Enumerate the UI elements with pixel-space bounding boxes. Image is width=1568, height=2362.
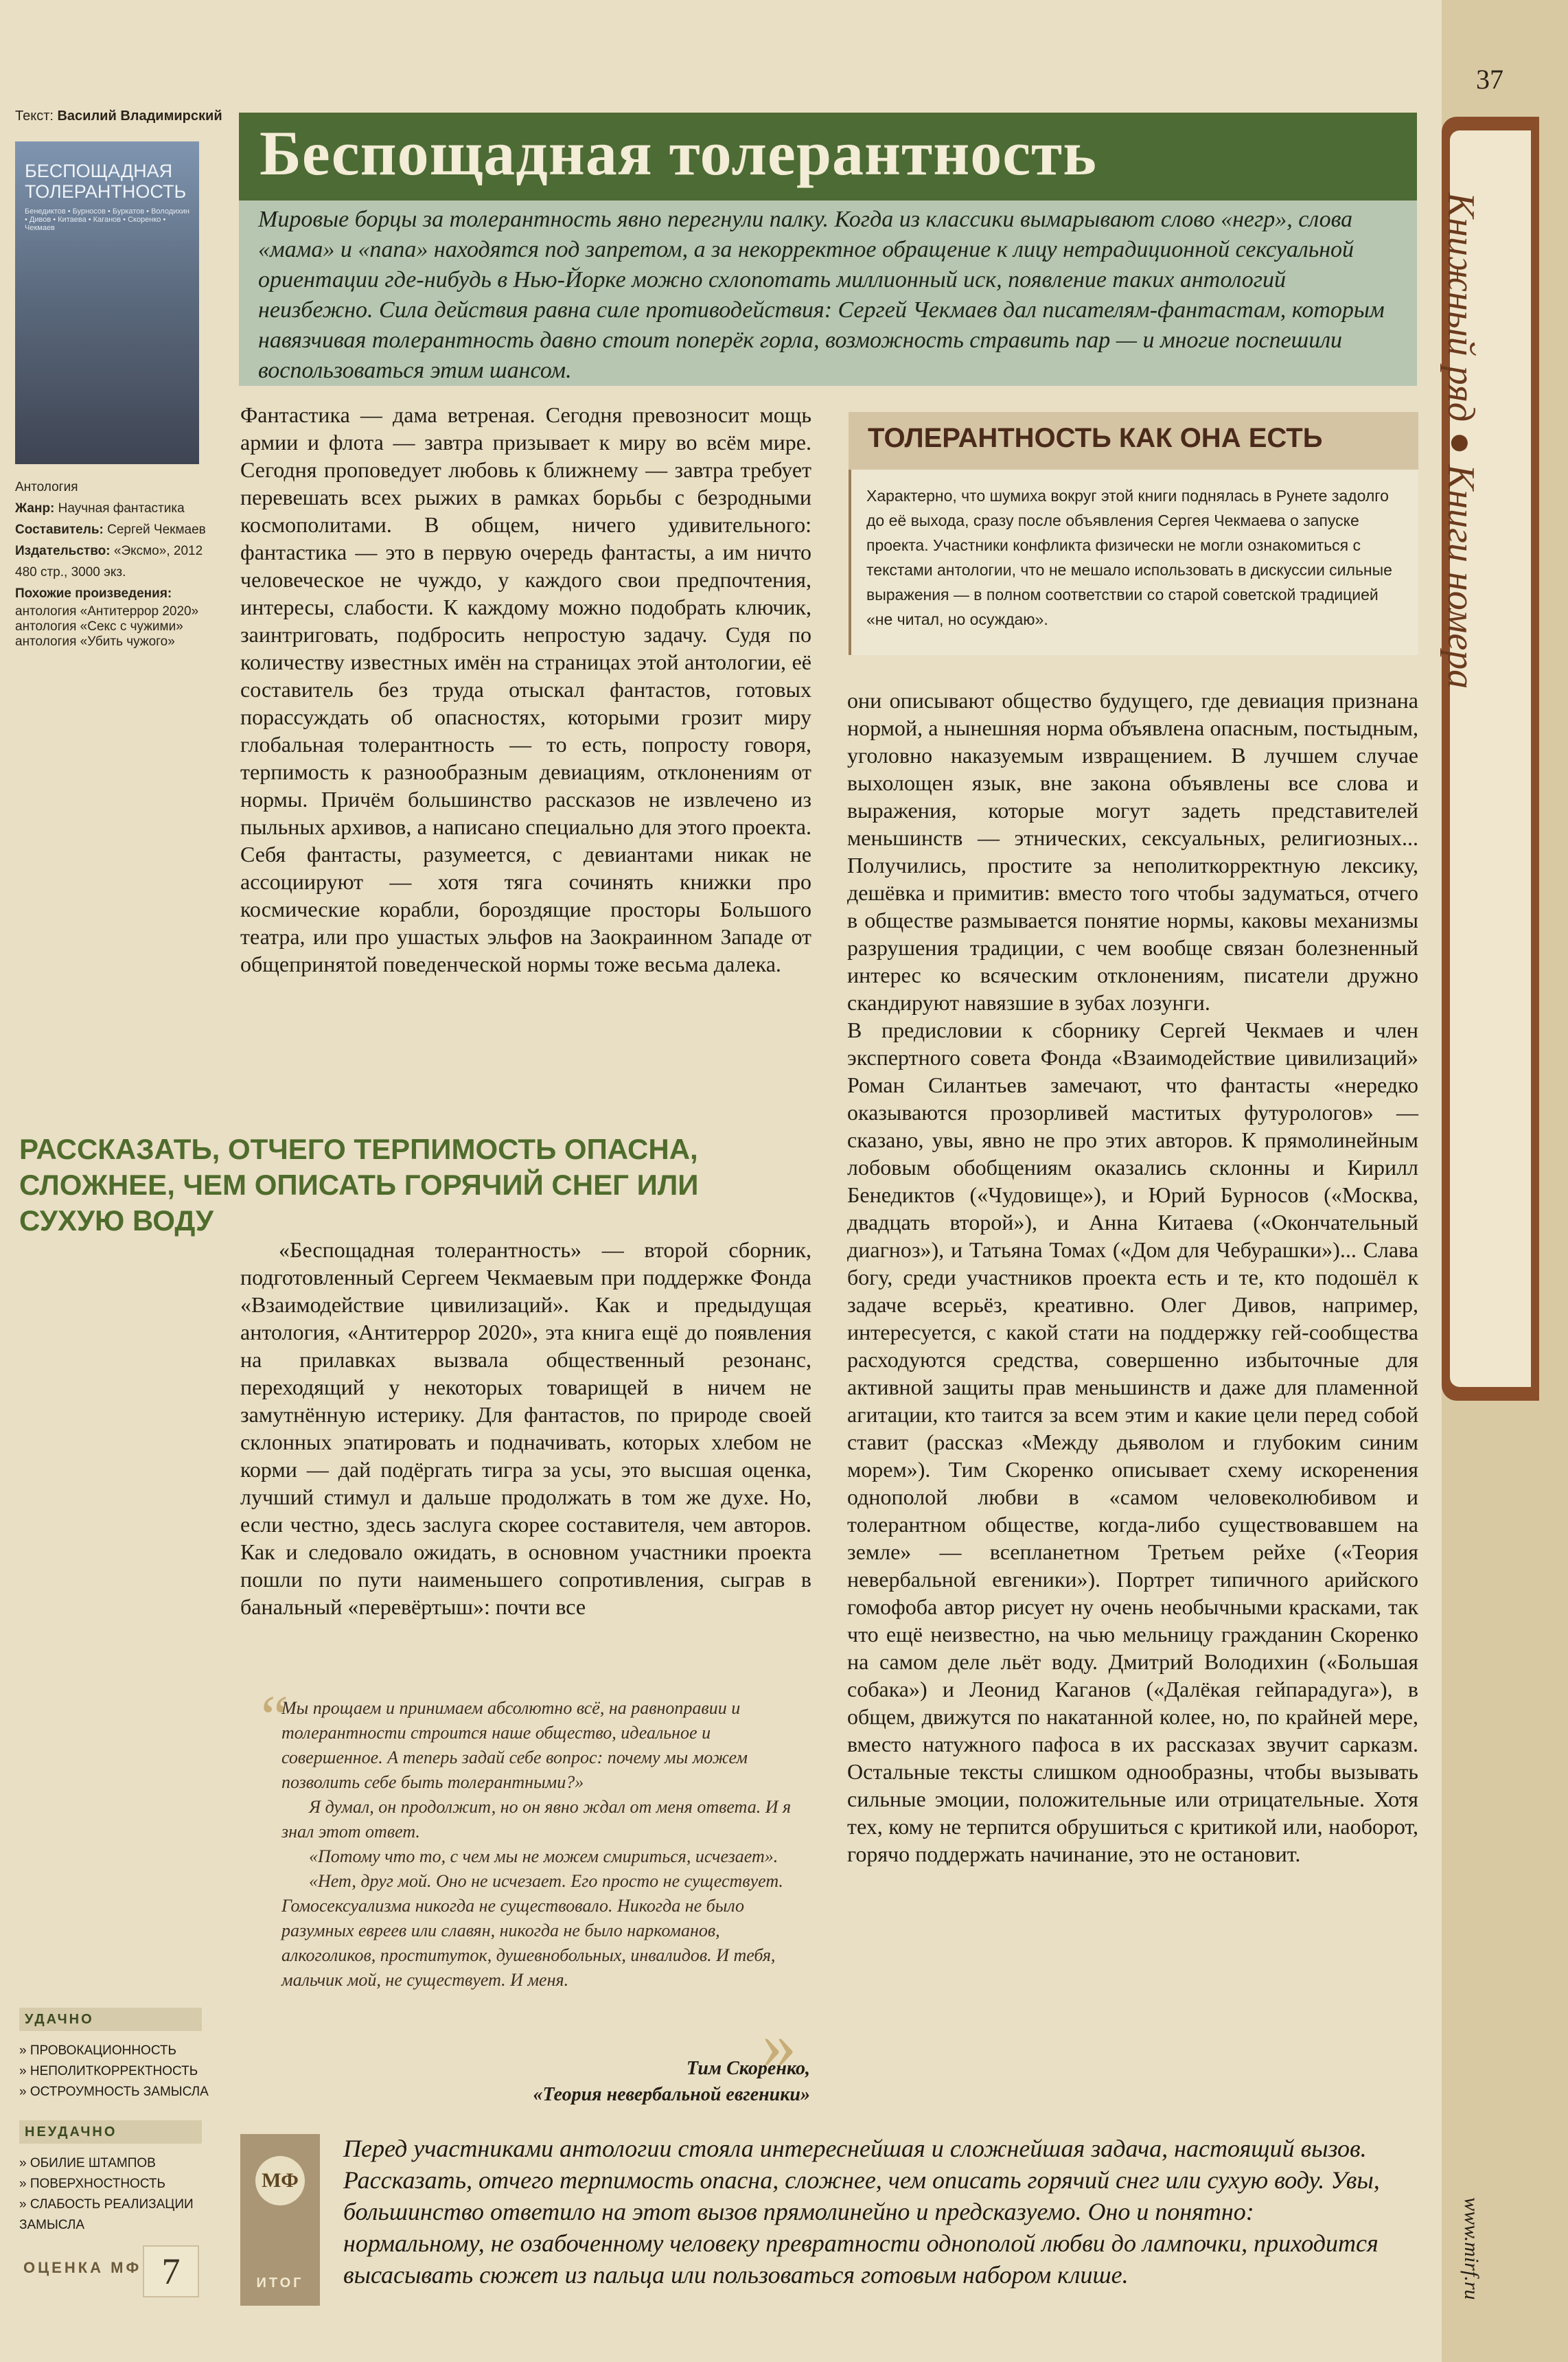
rating-bad-item: » ОБИЛИЕ ШТАМПОВ xyxy=(19,2156,156,2170)
rating-good-label: УДАЧНО xyxy=(19,2008,202,2031)
score-label: ОЦЕНКА МФ xyxy=(23,2259,142,2276)
quote-source: «Теория невербальной евгеники» xyxy=(533,2084,810,2105)
score-value: 7 xyxy=(143,2245,199,2297)
quote-open-mark: “ xyxy=(261,1684,288,1752)
quote-close-mark: » xyxy=(762,2006,796,2083)
body-paragraph-1: Фантастика — дама ветреная. Сегодня превозносит мощь армии и флота — завтра призывает к миру во всём мире. Сегодня проповедует любовь к ближнему — завтра требует перевешать всех рыжих в рамках борьбы с безродными космополитами. В общем, ничего удивительного: фантастика — это в первую очередь фантасты, а им ничто человеческое не чуждо, у каждого свои предпочтения, интересы, слабости. К каждому можно подобрать ключик, заинтриговать, подбросить непростую задачу. Судя по количеству известных имён на страницах этой антологии, её составитель без труда отыскал фантастов, готовых порассуждать об опасностях, которыми грозит миру глобальная толерантность — то есть, попросту говоря, терпимость к разнообразным девиациям, отклонениям от нормы. Причём большинство рассказов не извлечено из пыльных архивов, а написано специально для этого проекта. Себя фантасты, разумеется, с девиантами никак не ассоциируют — хотя тяга сочинять книжки про космические корабли, бороздящие просторы Большого театра, или про ушастых эльфов на Заокраинном Западе от общепринятой поведенческой нормы тоже весьма далека. xyxy=(240,402,811,976)
article-title: Беспощадная толерантность xyxy=(260,118,1097,188)
book-genre: Жанр: Научная фантастика xyxy=(15,501,185,516)
quote-line: Мы прощаем и принимаем абсолютно всё, на равноправии и толерантности строится наше общество, идеальное и совершенное. А теперь задай себе вопрос: почему мы можем позволить себе быть толерантными?» xyxy=(281,1698,748,1792)
rating-good-item: » НЕПОЛИТКОРРЕКТНОСТЬ xyxy=(19,2064,198,2078)
rating-bad-item: » СЛАБОСТЬ РЕАЛИЗАЦИИ ЗАМЫСЛА xyxy=(19,2197,194,2232)
book-pages: 480 стр., 3000 экз. xyxy=(15,565,126,580)
page-number: 37 xyxy=(1476,64,1503,95)
author-label: Текст: xyxy=(15,108,54,124)
author-credit xyxy=(15,108,222,124)
body-paragraph-3: они описывают общество будущего, где девиация признана нормой, а нынешняя норма объявлена опасным, постыдным, уголовно наказуемым извращением. В лучшем случае выхолощен язык, вне закона объявлены все слова и выражения, которые могут задеть представителей меньшинств — этнических, сексуальных, религиозных... Получились, простите за неполиткорректную лексику, дешёвка и примитив: вместо того чтобы задуматься, отчего в обществе размывается понятие нормы, каковы механизмы разрушения традиции, с чем вообще связан болезненный интерес ко всяческим отклонениям, писатели дружно скандируют навязшие в зубах лозунги. xyxy=(847,688,1418,1015)
body-paragraph-4: В предисловии к сборнику Сергей Чекмаев и член экспертного совета Фонда «Взаимодействие цивилизаций» Роман Силантьев замечают, что фантасты «нередко оказываются прозорливей маститых футурологов» — сказано, увы, явно не про этих авторов. К прямолинейным лобовым обобщениям оказались склонны и Кирилл Бенедиктов («Чудовище»), и Юрий Бурносов («Москва, двадцать второй»), и Анна Китаева («Окончательный диагноз»), и Татьяна Томах («Дом для Чебурашки»)... Слава богу, среди участников проекта есть и те, кто подошёл к задаче всерьёз, креативно. Олег Дивов, например, интересуется, с какой стати на поддержку гей-сообщества расходуются средства, совершенно избыточные для активной защиты прав меньшинств и даже для пламенной агитации, кто таится за всем этим и какие цели перед собой ставит (рассказ «Между дьяволом и глубоким синим морем»). Тим Скоренко описывает схему искоренения однополой любви в «самом человеколюбивом и толерантном обществе, когда-либо существовавшем на земле» — всепланетном Третьем рейхе («Теория невербальной евгеники»). Портрет типичного арийского гомофоба автор рисует ну очень необычными красками, так что ещё неизвестно, на чью мельницу гражданин Скоренко на самом деле льёт воду. Дмитрий Володихин («Большая собака») и Леонид Каганов («Далёкая гейпарадуга»), в общем, движутся по накатанной колее, но, по крайней мере, вместо натужного пафоса в их рассказах звучит сарказм. Остальные тексты слишком однообразны, чтобы вызывать сильные эмоции, положительные или отрицательные. Хотя тех, кому не терпится обрушиться с критикой или, наоборот, горячо поддержать начинание, это не остановит. xyxy=(847,1018,1418,1866)
quote-line: «Потому что то, с чем мы не можем смириться, исчезает». xyxy=(309,1846,779,1866)
rating-good-item: » ОСТРОУМНОСТЬ ЗАМЫСЛА xyxy=(19,2085,209,2099)
article-lead: Мировые борцы за толерантность явно перегнули палку. Когда из классики вымарывают слово «негр», слова «мама» и «папа» находятся под запретом, а за некорректное обращение к лицу нетрадиционной сексуальной ориентации где-нибудь в Нью-Йорке можно схлопотать миллионный иск, появление таких антологий неизбежно. Сила действия равна силе противодействия: Сергей Чекмаев дал писателям-фантастам, которым навязчивая толерантность давно стоит поперёк горла, возможность стравить пар — и многие поспешили воспользоваться этим шансом. xyxy=(258,207,1385,383)
subheading: РАССКАЗАТЬ, ОТЧЕГО ТЕРПИМОСТЬ ОПАСНА, СЛОЖНЕЕ, ЧЕМ ОПИСАТЬ ГОРЯЧИЙ СНЕГ ИЛИ СУХУЮ ВОДУ xyxy=(19,1133,699,1237)
rating-bad-item: » ПОВЕРХНОСТНОСТЬ xyxy=(19,2177,165,2191)
verdict-text: Перед участниками антологии стояла интереснейшая и сложнейшая задача, настоящий вызов. Рассказать, отчего терпимость опасна, сложнее, чем описать горячий снег или сухую воду. Увы, большинство ответило на этот вызов прямолинейно и предсказуемо. Оно и понятно: нормальному, не озабоченному человеку превратности однополой любви до лампочки, приходится высасывать сюжет из пальца или пользоваться готовым набором клише. xyxy=(343,2135,1380,2289)
pull-quote xyxy=(281,1696,809,1993)
rating-bad-list xyxy=(19,2153,225,2236)
similar-item: антология «Убить чужого» xyxy=(15,634,175,649)
section-tab-label: Книжный ряд ● Книги номера xyxy=(1440,192,1482,689)
similar-item: антология «Секс с чужими» xyxy=(15,619,183,634)
cover-title: БЕСПОЩАДНАЯ ТОЛЕРАНТНОСТЬ xyxy=(25,161,187,202)
author-name: Василий Владимирский xyxy=(57,108,222,124)
sidebar-text: Характерно, что шумиха вокруг этой книги поднялась в Рунете задолго до её выхода, сразу после объявления Сергея Чекмаева о запуске проекта. Участники конфликта физически не могли ознакомиться с текстами антологии, что не мешало использовать в дискуссии сильные выражения — в полном соответствии со старой советской традицией «не читал, но осуждаю». xyxy=(866,487,1392,628)
sidebar-title: ТОЛЕРАНТНОСТЬ КАК ОНА ЕСТЬ xyxy=(868,423,1323,453)
rating-good-item: » ПРОВОКАЦИОННОСТЬ xyxy=(19,2043,176,2058)
quote-author: Тим Скоренко, xyxy=(686,2058,810,2079)
book-cover xyxy=(15,141,199,464)
quote-line: Я думал, он продолжит, но он явно ждал от меня ответа. И я знал этот ответ. xyxy=(281,1797,792,1842)
book-compiler: Составитель: Сергей Чекмаев xyxy=(15,523,206,537)
book-type: Антология xyxy=(15,480,78,494)
rating-good-list xyxy=(19,2041,225,2102)
quote-attribution xyxy=(412,2056,810,2108)
book-publisher: Издательство: «Эксмо», 2012 xyxy=(15,544,203,558)
body-column-2 xyxy=(847,687,1418,1868)
similar-label: Похожие произведения: xyxy=(15,586,172,601)
book-meta xyxy=(15,477,221,650)
body-paragraph-2: «Беспощадная толерантность» — второй сборник, подготовленный Сергеем Чекмаевым при поддержке Фонда «Взаимодействие цивилизаций». Как и предыдущая антология, «Антитеррор 2020», эта книга ещё до появления на прилавках вызвала общественный резонанс, переходящий у некоторых товарищей в ничем не замутнённую истерику. Для фантастов, по природе своей склонных эпатировать и подначивать, которых хлебом не корми — дай подёргать тигра за усы, это высшая оценка, лучший стимул и дальше продолжать в том же духе. Но, если честно, здесь заслуга скорее составителя, чем авторов. Как и следовало ожидать, в основном участники проекта пошли по пути наименьшего сопротивления, сыграв в банальный «перевёртыш»: почти все xyxy=(240,1237,811,1619)
cover-authors: Бенедиктов • Бурносов • Буркатов • Володихин • Дивов • Китаева • Каганов • Скоренко • Чекмаев xyxy=(25,207,189,232)
site-url: www.mirf.ru xyxy=(1460,2197,1483,2300)
similar-item: антология «Антитеррор 2020» xyxy=(15,604,199,619)
quote-line: «Нет, друг мой. Оно не исчезает. Его просто не существует. Гомосексуализма никогда не существовало. Никогда не было разумных евреев или славян, никогда не было наркоманов, алкоголиков, проституток, душевнобольных, инвалидов. И тебя, мальчик мой, не существует. И меня. xyxy=(281,1871,783,1990)
verdict-label: ИТОГ xyxy=(256,2275,304,2291)
mf-logo-icon: МФ xyxy=(255,2156,305,2205)
rating-bad-label: НЕУДАЧНО xyxy=(19,2120,202,2144)
